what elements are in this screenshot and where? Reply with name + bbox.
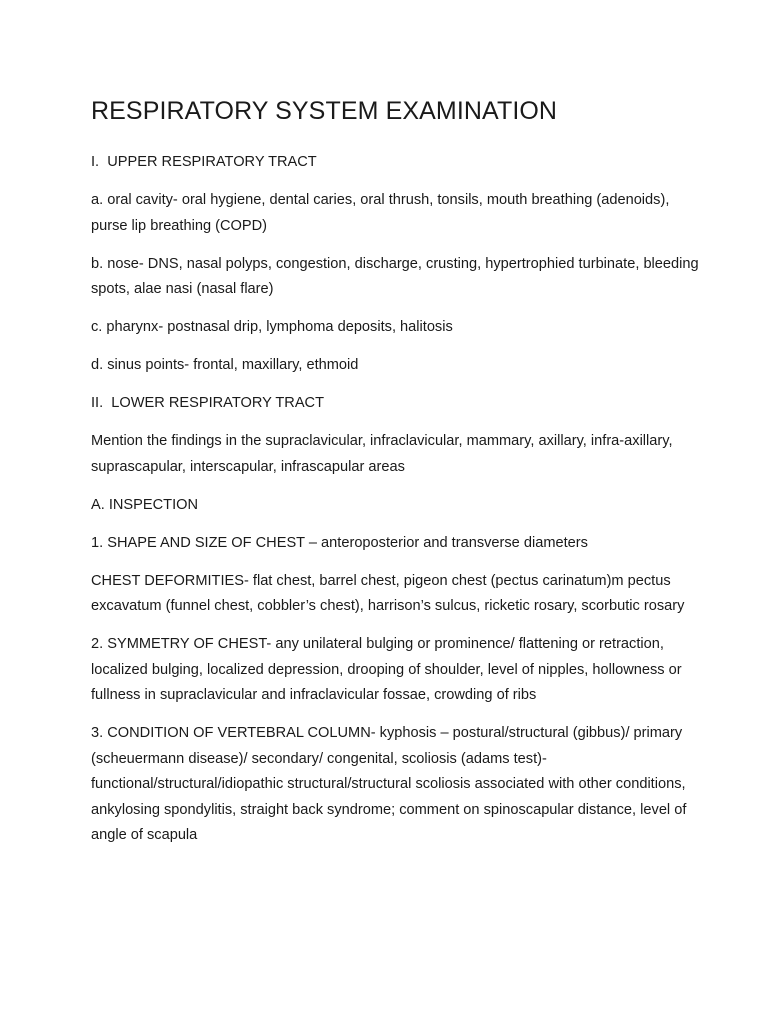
paragraph-nose: b. nose- DNS, nasal polyps, congestion, discharge, crusting, hypertrophied turbinate, bleeding spots, alae nasi (nasal flare) xyxy=(91,255,699,297)
paragraph-oral-cavity: a. oral cavity- oral hygiene, dental caries, oral thrush, tonsils, mouth breathing (adenoids), purse lip breathing (COPD) xyxy=(91,192,670,234)
paragraph-shape-size: 1. SHAPE AND SIZE OF CHEST – anteroposterior and transverse diameters xyxy=(91,534,588,551)
paragraph-pharynx: c. pharynx- postnasal drip, lymphoma deposits, halitosis xyxy=(91,319,453,335)
paragraph-symmetry: 2. SYMMETRY OF CHEST- any unilateral bulging or prominence/ flattening or retraction, localized bulging, localized depression, drooping of shoulder, level of nipples, hollowness or fullness in supraclavicular and infraclavicular fossae, crowding of ribs xyxy=(91,636,682,703)
section-heading-inspection: A. INSPECTION xyxy=(91,496,199,513)
document-title: RESPIRATORY SYSTEM EXAMINATION xyxy=(91,97,558,125)
section-heading-lower-respiratory: II. LOWER RESPIRATORY TRACT xyxy=(91,395,325,411)
paragraph-vertebral-column: 3. CONDITION OF VERTEBRAL COLUMN- kyphosis – postural/structural (gibbus)/ primary (scheuermann disease)/ secondary/ congenital, scoliosis (adams test)-functional/structural/idiopathic structural/structural scoliosis associated with other conditions, ankylosing spondylitis, straight back syndrome; comment on spinoscapular distance, level of angle of scapula xyxy=(91,725,687,843)
paragraph-sinus-points: d. sinus points- frontal, maxillary, ethmoid xyxy=(91,357,359,373)
paragraph-chest-deformities: CHEST DEFORMITIES- flat chest, barrel chest, pigeon chest (pectus carinatum)m pectus excavatum (funnel chest, cobbler’s chest), harrison’s sulcus, ricketic rosary, scorbutic rosary xyxy=(91,572,685,614)
section-heading-upper-respiratory: I. UPPER RESPIRATORY TRACT xyxy=(91,154,317,170)
paragraph-areas: Mention the findings in the supraclavicular, infraclavicular, mammary, axillary, infra-axillary, suprascapular, interscapular, infrascapular areas xyxy=(91,433,673,475)
